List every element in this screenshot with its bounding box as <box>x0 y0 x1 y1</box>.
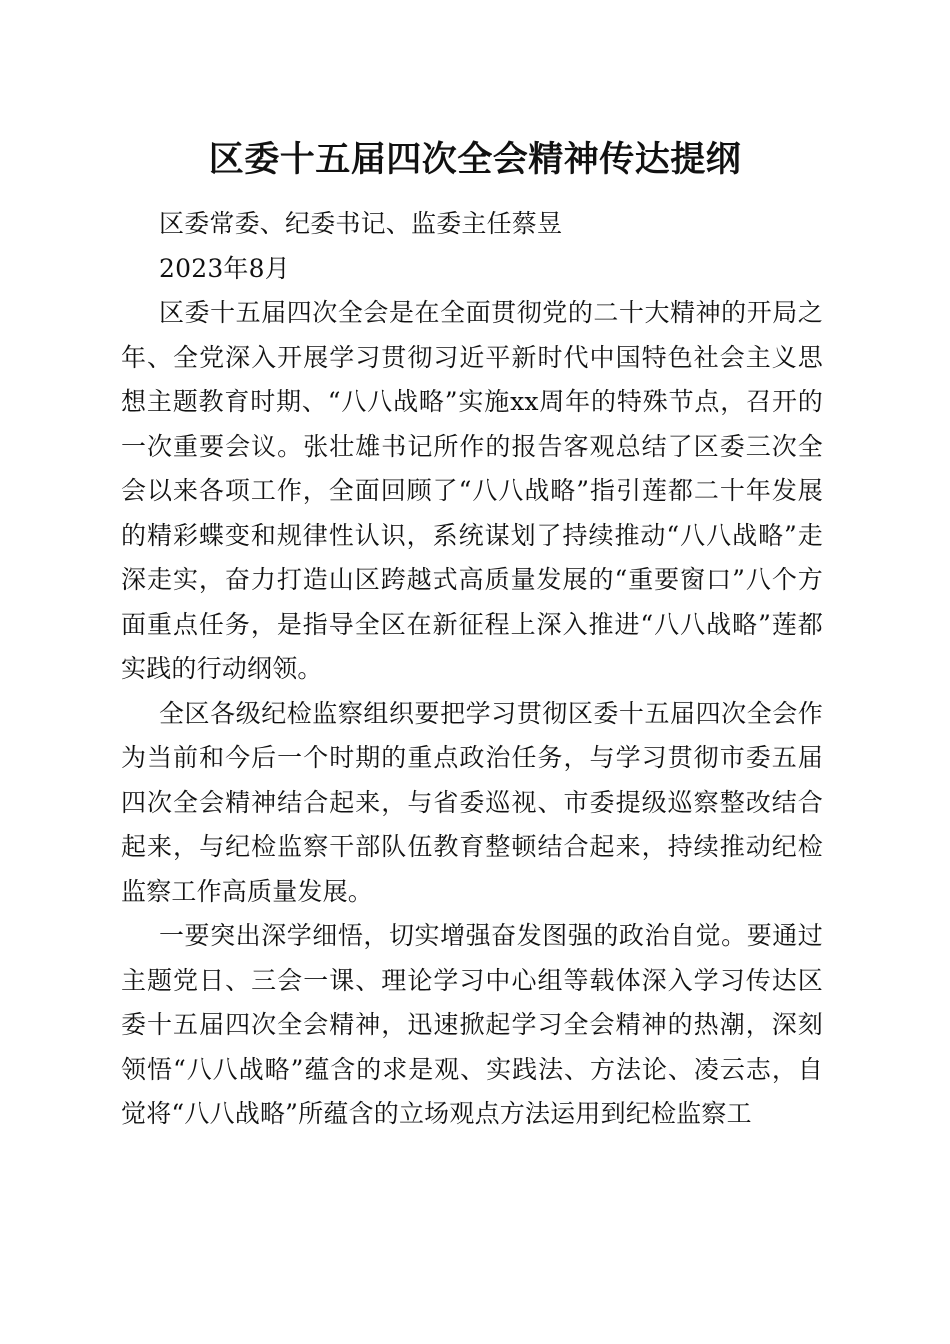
document-title: 区委十五届四次全会精神传达提纲 <box>208 140 742 180</box>
paragraph-1: 区委十五届四次全会是在全面贯彻党的二十大精神的开局之年、全党深入开展学习贯彻习近平新时代中国特色社会主义思想主题教育时期、“八八战略”实施xx周年的特殊节点，召开的一次重要会议。张壮雄书记所作的报告客观总结了区委三次全会以来各项工作，全面回顾了“八八战略”指引莲都二十年发展的精彩蝶变和规律性认识，系统谋划了持续推动“八八战略”走深走实，奋力打造山区跨越式高质量发展的“重要窗口”八个方面重点任务，是指导全区在新征程上深入推进“八八战略”莲都实践的行动纲领。 <box>121 298 823 683</box>
paragraph-2: 全区各级纪检监察组织要把学习贯彻区委十五届四次全会作为当前和今后一个时期的重点政治任务，与学习贯彻市委五届四次全会精神结合起来，与省委巡视、市委提级巡察整改结合起来，与纪检监察干部队伍教育整顿结合起来，持续推动纪检监察工作高质量发展。 <box>121 698 823 906</box>
author-line: 区委常委、纪委书记、监委主任蔡昱 <box>159 209 563 238</box>
paragraph-3: 一要突出深学细悟，切实增强奋发图强的政治自觉。要通过主题党日、三会一课、理论学习中心组等载体深入学习传达区委十五届四次全会精神，迅速掀起学习全会精神的热潮，深刻领悟“八八战略”蕴含的求是观、实践法、方法论、凌云志，自觉将“八八战略”所蕴含的立场观点方法运用到纪检监察工 <box>121 921 823 1128</box>
document-body <box>121 202 823 1137</box>
date-line: 2023年8月 <box>159 253 290 283</box>
